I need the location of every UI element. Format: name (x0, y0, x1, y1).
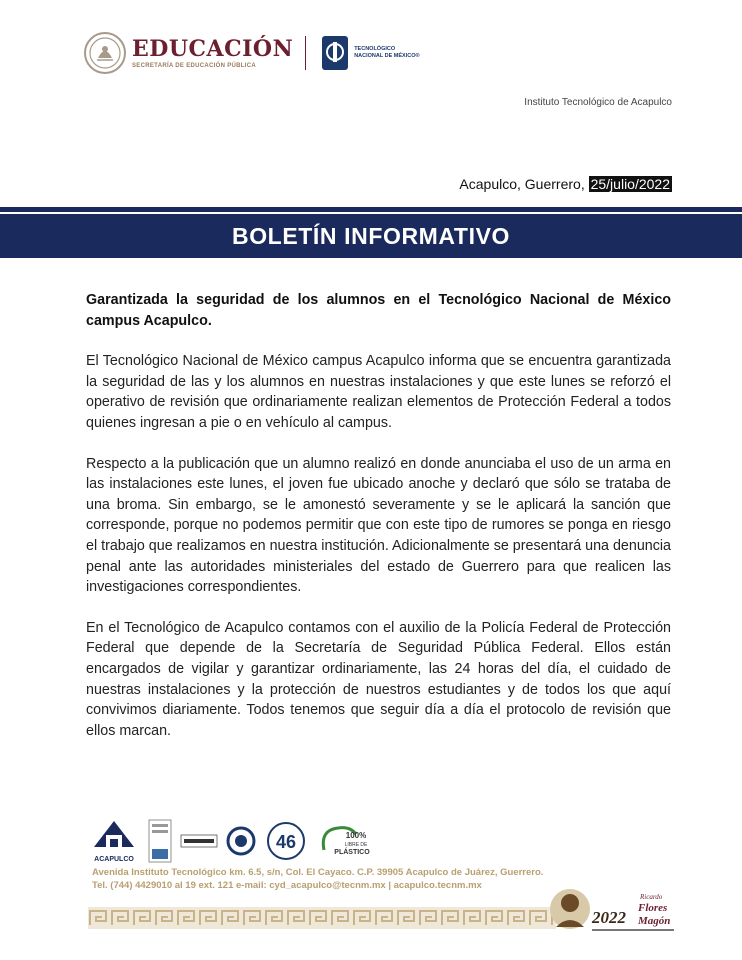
address-line-2: Tel. (744) 4429010 al 19 ext. 121 e-mail: cyd_acapulco@tecnm.mx | acapulco.tecnm.mx (92, 880, 482, 891)
tecnm-line2: NACIONAL DE MÉXICO® (354, 53, 420, 59)
magon-year: 2022 (592, 908, 626, 927)
edu-subtitle: SECRETARÍA DE EDUCACIÓN PÚBLICA (132, 63, 256, 69)
institute-name: Instituto Tecnológico de Acapulco (524, 97, 672, 108)
tecnm-logo-icon (320, 34, 350, 72)
bulletin-banner (0, 214, 742, 258)
edu-title: EDUCACIÓN (132, 36, 294, 62)
magon-name1: Ricardo (640, 893, 663, 901)
magon-name2: Flores (638, 902, 668, 914)
tecnm-line1: TECNOLÓGICO (354, 46, 396, 52)
iso-logo-icon (226, 826, 256, 856)
footer-address (92, 866, 543, 892)
dateline-place: Acapulco, Guerrero, (459, 176, 589, 192)
dateline (459, 176, 672, 192)
paragraph-1: El Tecnológico Nacional de México campus Acapulco informa que se encuentra garantizada la seguridad de las y los alumnos en nuestras instalaciones y que este lunes se reforzó el operativo de revisión que ordinariamente realizan elementos de Protección Federal a todos quienes ingresan a pie o en vehículo al campus. (86, 353, 671, 431)
plastic-free-logo-icon (316, 820, 372, 862)
acapulco-logo-icon (88, 817, 140, 865)
footer-logos (88, 815, 372, 867)
anniversary-46-logo-icon (264, 820, 308, 862)
bulletin-body (86, 290, 671, 761)
headline: Garantizada la seguridad de los alumnos en el Tecnológico Nacional de México campus Acapulco. (86, 292, 671, 329)
magon-2022-emblem-icon (548, 875, 678, 937)
certification-logo-icon (148, 819, 172, 863)
sep-wordmark (132, 37, 293, 69)
plastic-free-line3: PLÁSTICO (334, 849, 370, 856)
decorative-pattern (88, 907, 556, 929)
plastic-free-line2: LIBRE DE (344, 842, 368, 848)
acapulco-logo-text: ACAPULCO (94, 856, 134, 863)
cacei-logo-icon (180, 829, 218, 853)
paragraph-3: En el Tecnológico de Acapulco contamos con el auxilio de la Policía Federal de Protección Federal que depende de la Secretaría de Seguridad Pública Federal. Ellos están encargados de vigilar y garantizar ordinariamente, las 24 horas del día, el cuidado de nuestras instalaciones y la protección de nuestros estudiantes y de todos los que aquí convivimos diariamente. Todos tenemos que seguir día a día el protocolo de revisión que ellos marcan. (86, 619, 671, 739)
tecnm-wordmark (354, 46, 419, 60)
header-divider (305, 36, 306, 70)
header-logos (84, 28, 444, 78)
address-line-1: Avenida Instituto Tecnológico km. 6.5, s/n, Col. El Cayaco. C.P. 39905 Acapulco de Juárez, Guerrero. (92, 867, 544, 878)
magon-name3: Magón (638, 915, 671, 927)
mexico-seal-icon (84, 32, 126, 74)
dateline-date: 25/julio/2022 (590, 176, 670, 192)
banner-top-stripe (0, 207, 742, 212)
paragraph-2: Respecto a la publicación que un alumno realizó en donde anunciaba el uso de un arma en las instalaciones este lunes, el joven fue ubicado anoche y declaró que sólo se trataba de una broma. Sin embargo, se le amonestó severamente y se le aplicará la sanción que corresponde, porque no podemos permitir que con este tipo de rumores se ponga en riesgo el trabajo que realizamos en nuestra institución. Adicionalmente se presentará una denuncia penal ante las autoridades ministeriales del estado de Guerrero para que realicen las investigaciones correspondientes. (86, 455, 671, 596)
plastic-free-line1: 100% (345, 831, 367, 840)
banner-title: BOLETÍN INFORMATIVO (231, 222, 510, 249)
anniversary-46-text: 46 (275, 832, 297, 852)
